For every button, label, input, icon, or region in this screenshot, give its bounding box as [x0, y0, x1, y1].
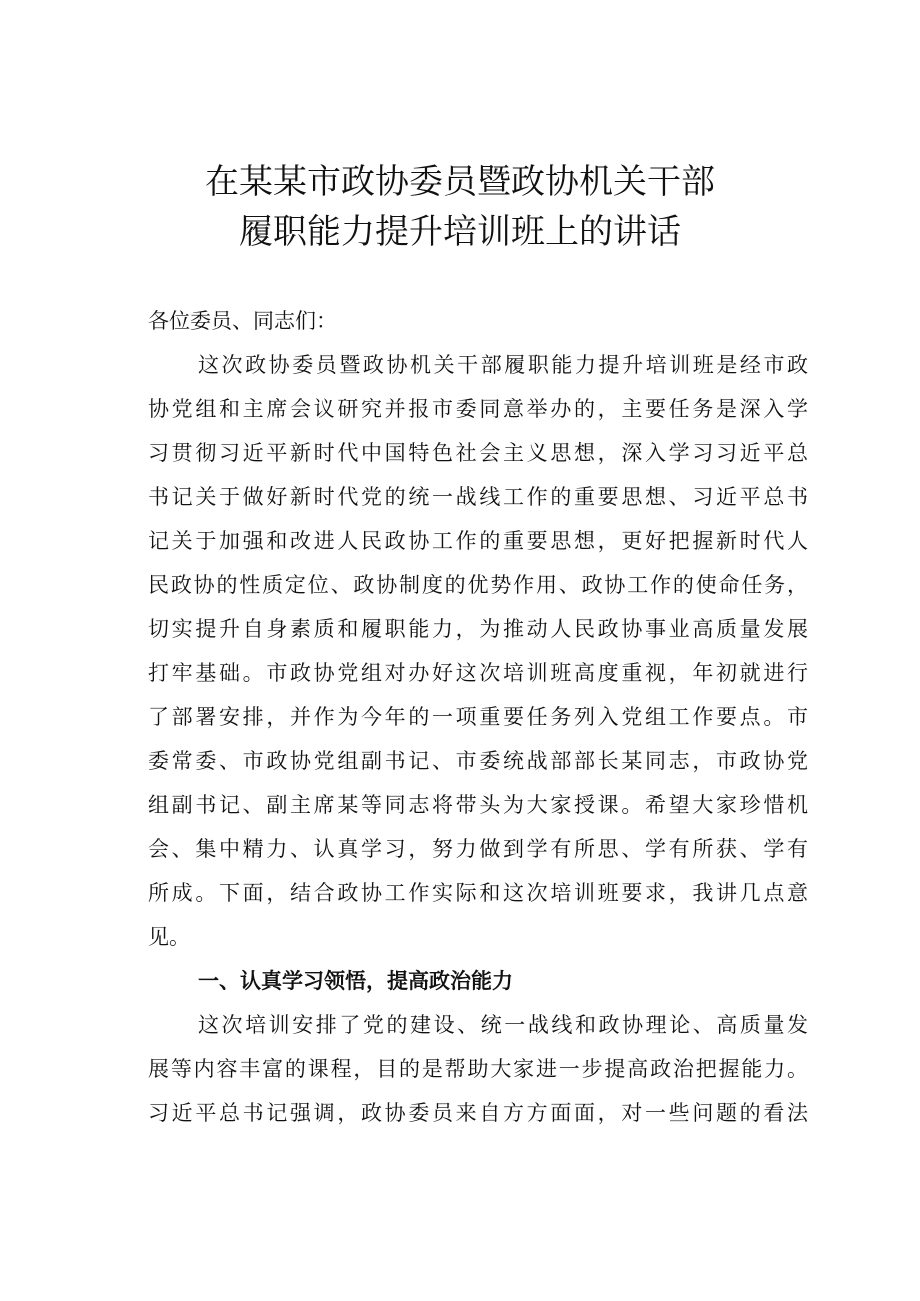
paragraph-line: 所成。下面，结合政协工作实际和这次培训班要求，我讲几点意 — [148, 881, 808, 905]
paragraph-line: 会、集中精力、认真学习，努力做到学有所思、学有所获、学有 — [148, 837, 808, 861]
paragraph-line: 见。 — [148, 925, 190, 949]
salutation: 各位委员、同志们： — [148, 309, 337, 333]
paragraph-line: 展等内容丰富的课程，目的是帮助大家进一步提高政治把握能力。 — [148, 1057, 808, 1081]
paragraph-line: 这次培训安排了党的建设、统一战线和政协理论、高质量发 — [198, 1013, 808, 1037]
document-title-line-1: 在某某市政协委员暨政协机关干部 — [205, 162, 715, 202]
paragraph-line: 委常委、市政协党组副书记、市委统战部部长某同志，市政协党 — [148, 749, 808, 773]
paragraph-line: 协党组和主席会议研究并报市委同意举办的，主要任务是深入学 — [148, 397, 808, 421]
paragraph-line: 这次政协委员暨政协机关干部履职能力提升培训班是经市政 — [198, 353, 808, 377]
paragraph-line: 习近平总书记强调，政协委员来自方方面面，对一些问题的看法 — [148, 1101, 808, 1125]
paragraph-line: 记关于加强和改进人民政协工作的重要思想，更好把握新时代人 — [148, 529, 808, 553]
paragraph-line: 民政协的性质定位、政协制度的优势作用、政协工作的使命任务， — [148, 573, 808, 597]
paragraph-line: 切实提升自身素质和履职能力，为推动人民政协事业高质量发展 — [148, 617, 808, 641]
document-title-line-2: 履职能力提升培训班上的讲话 — [239, 212, 681, 252]
section-heading-1: 一、认真学习领悟，提高政治能力 — [198, 969, 513, 993]
paragraph-line: 了部署安排，并作为今年的一项重要任务列入党组工作要点。市 — [148, 705, 808, 729]
paragraph-line: 习贯彻习近平新时代中国特色社会主义思想，深入学习习近平总 — [148, 441, 808, 465]
paragraph-line: 书记关于做好新时代党的统一战线工作的重要思想、习近平总书 — [148, 485, 808, 509]
paragraph-line: 打牢基础。市政协党组对办好这次培训班高度重视，年初就进行 — [148, 661, 808, 685]
paragraph-line: 组副书记、副主席某等同志将带头为大家授课。希望大家珍惜机 — [148, 793, 808, 817]
